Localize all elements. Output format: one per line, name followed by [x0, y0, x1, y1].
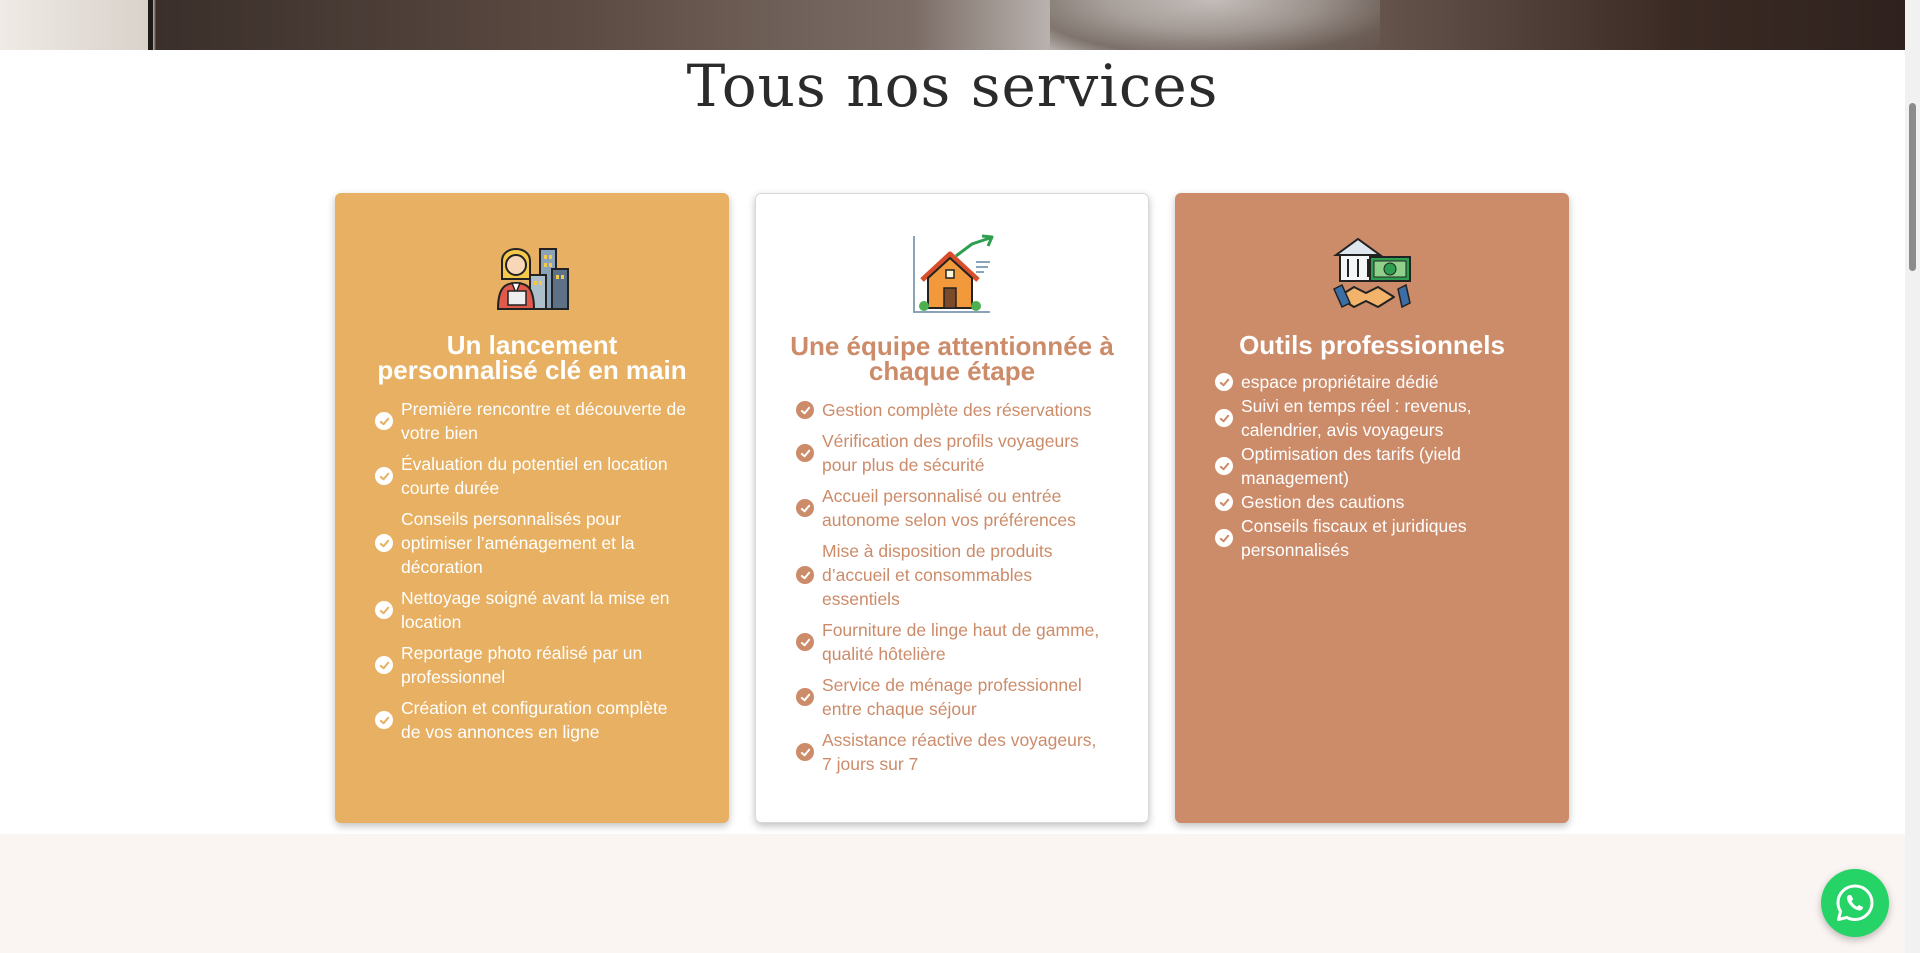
- service-list: [335, 397, 729, 744]
- list-item: [1215, 370, 1529, 394]
- list-item: [1215, 442, 1529, 490]
- next-section-background: [0, 834, 1905, 953]
- check-circle-icon: [1215, 457, 1233, 475]
- list-item: [796, 673, 1108, 721]
- service-card-tools: [1175, 193, 1569, 823]
- check-circle-icon: [796, 444, 814, 462]
- list-item: [796, 398, 1108, 422]
- list-item-label: Première rencontre et découverte de votre bien: [401, 399, 687, 443]
- service-card-team: [755, 193, 1149, 823]
- check-circle-icon: [375, 467, 393, 485]
- list-item: [375, 507, 689, 579]
- service-list: [756, 398, 1148, 776]
- list-item-label: Reportage photo réalisé par un professionnel: [401, 643, 643, 687]
- list-item-label: Évaluation du potentiel en location courte durée: [401, 454, 668, 498]
- list-item: [375, 397, 689, 445]
- list-item: [1215, 394, 1529, 442]
- scrollbar-thumb[interactable]: [1909, 103, 1916, 271]
- check-circle-icon: [796, 499, 814, 517]
- whatsapp-icon: [1834, 882, 1876, 924]
- card-title: Outils professionnels: [1239, 330, 1505, 360]
- list-item: [375, 641, 689, 689]
- check-circle-icon: [796, 633, 814, 651]
- check-circle-icon: [1215, 373, 1233, 391]
- bank-handshake-money-icon: [1330, 231, 1414, 315]
- hero-chair: [1050, 0, 1380, 50]
- service-list: [1175, 370, 1569, 562]
- list-item-label: Gestion complète des réservations: [822, 400, 1092, 420]
- house-growth-chart-icon: [910, 232, 994, 316]
- list-item: [1215, 514, 1529, 562]
- check-circle-icon: [375, 534, 393, 552]
- list-item-label: Nettoyage soigné avant la mise en location: [401, 588, 670, 632]
- list-item-label: Mise à disposition de produits d’accueil et consommables essentiels: [822, 541, 1053, 609]
- list-item-label: Conseils personnalisés pour optimiser l’aménagement et la décoration: [401, 509, 635, 577]
- list-item-label: Service de ménage professionnel entre chaque séjour: [822, 675, 1082, 719]
- check-circle-icon: [375, 412, 393, 430]
- page-title: Tous nos services: [686, 52, 1219, 120]
- check-circle-icon: [796, 743, 814, 761]
- list-item-label: Accueil personnalisé ou entrée autonome selon vos préférences: [822, 486, 1076, 530]
- page-scrollbar[interactable]: [1905, 0, 1920, 953]
- check-circle-icon: [1215, 493, 1233, 511]
- list-item-label: Vérification des profils voyageurs pour plus de sécurité: [822, 431, 1079, 475]
- list-item: [796, 618, 1108, 666]
- list-item-label: Suivi en temps réel : revenus, calendrier, avis voyageurs: [1241, 396, 1472, 440]
- list-item-label: Fourniture de linge haut de gamme, qualité hôtelière: [822, 620, 1100, 664]
- check-circle-icon: [796, 688, 814, 706]
- list-item: [375, 586, 689, 634]
- list-item-label: Conseils fiscaux et juridiques personnalisés: [1241, 516, 1467, 560]
- check-circle-icon: [375, 711, 393, 729]
- check-circle-icon: [796, 401, 814, 419]
- check-circle-icon: [1215, 529, 1233, 547]
- whatsapp-button[interactable]: [1821, 869, 1889, 937]
- businesswoman-city-icon: [490, 231, 574, 315]
- list-item: [375, 696, 689, 744]
- card-title: Une équipe attentionnée à chaque étape: [790, 331, 1114, 386]
- check-circle-icon: [796, 566, 814, 584]
- list-item: [375, 452, 689, 500]
- service-card-launch: [335, 193, 729, 823]
- hero-image: [0, 0, 1905, 50]
- list-item: [796, 484, 1108, 532]
- card-title: Un lancement personnalisé clé en main: [377, 330, 687, 385]
- check-circle-icon: [375, 656, 393, 674]
- hero-lamp: [148, 0, 153, 50]
- list-item: [796, 429, 1108, 477]
- list-item: [1215, 490, 1529, 514]
- check-circle-icon: [375, 601, 393, 619]
- list-item: [796, 539, 1108, 611]
- list-item-label: Optimisation des tarifs (yield management): [1241, 444, 1461, 488]
- list-item-label: Gestion des cautions: [1241, 492, 1405, 512]
- list-item-label: espace propriétaire dédié: [1241, 372, 1439, 392]
- list-item-label: Création et configuration complète de vos annonces en ligne: [401, 698, 668, 742]
- list-item-label: Assistance réactive des voyageurs, 7 jours sur 7: [822, 730, 1097, 774]
- list-item: [796, 728, 1108, 776]
- check-circle-icon: [1215, 409, 1233, 427]
